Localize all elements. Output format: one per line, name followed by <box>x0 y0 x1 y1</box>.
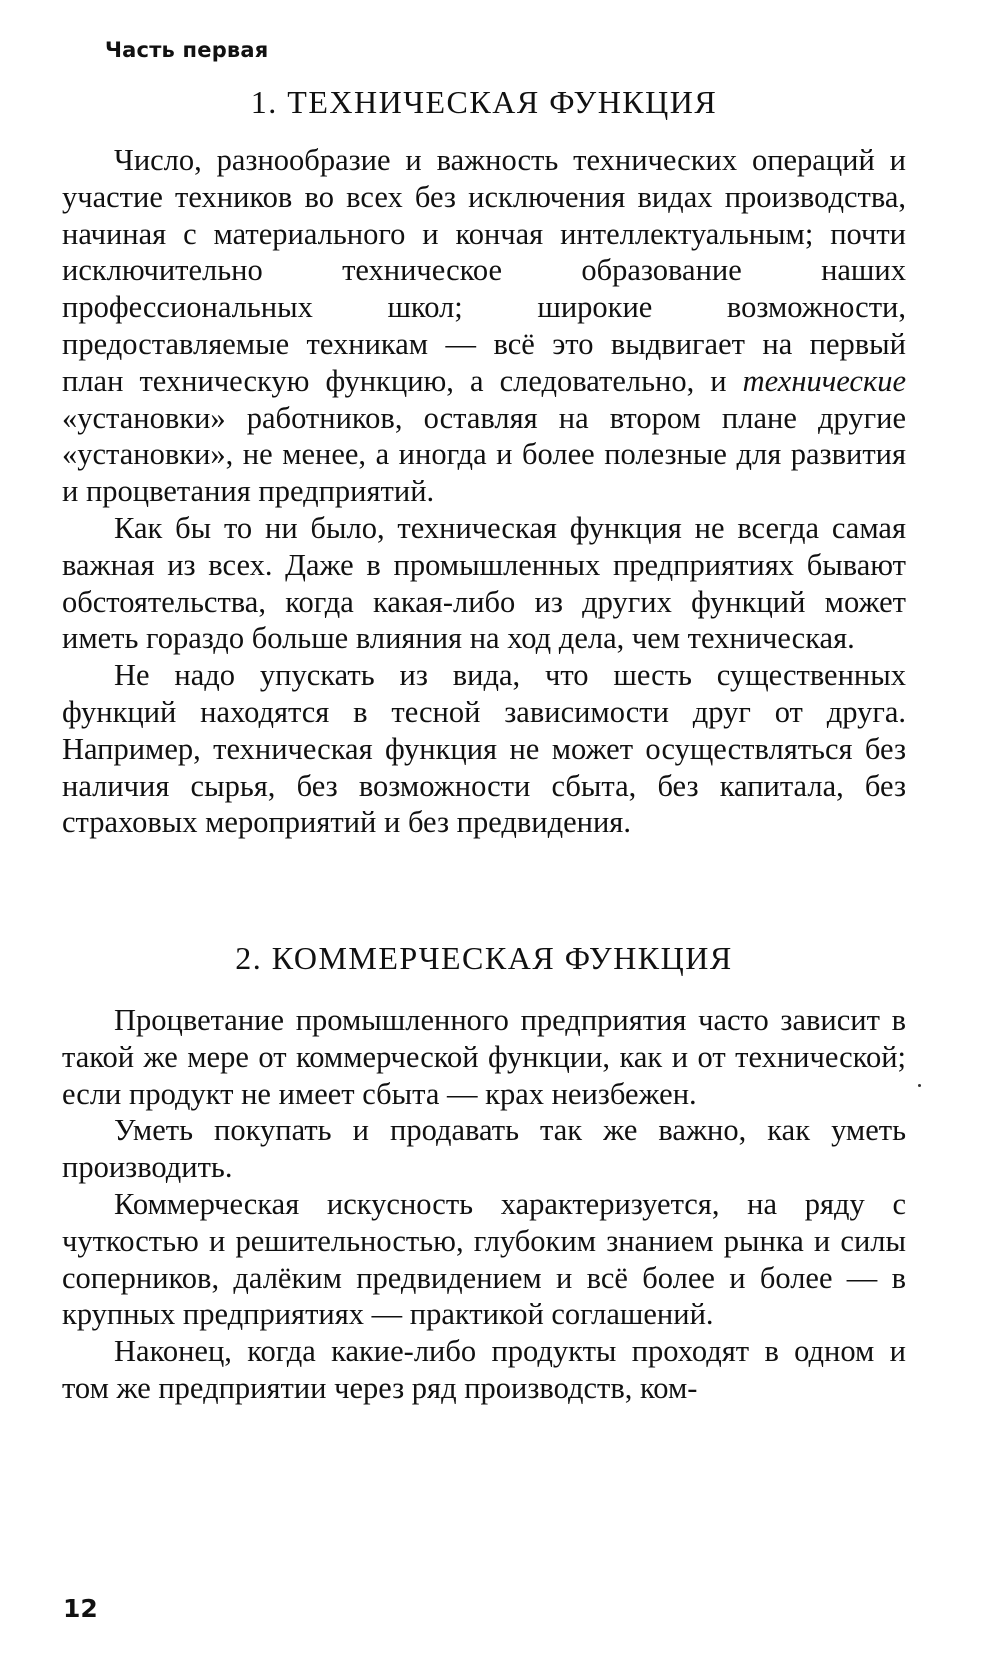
section-title-technical: 1. ТЕХНИЧЕСКАЯ ФУНКЦИЯ <box>250 84 718 120</box>
section-title-commercial: 2. КОММЕРЧЕСКАЯ ФУНКЦИЯ <box>235 940 733 976</box>
emphasis-text: технические <box>742 363 906 398</box>
paragraph-text: Число, разнообразие и важность технических операций и участие техников во всех без исключения видах производства, начиная с материального и кончая интеллектуальным; почти исключительно техническое образование наших профессиональных школ; широкие возможности, предоставляемые техникам — всё это выдвигает на первый план техническую функцию, а следовательно, и <box>62 143 906 398</box>
section-body-technical <box>62 142 906 841</box>
page-number: 12 <box>63 1594 98 1623</box>
paragraph: Уметь покупать и продавать так же важно, как уметь производить. <box>62 1113 906 1185</box>
paragraph: Коммерческая искусность характеризуется, на ряду с чуткостью и решительностью, глубоким знанием рынка и силы соперников, далёким предвидением и всё более и более — в крупных предприятиях — практикой соглашений. <box>62 1186 906 1332</box>
paragraph: Процветание промышленного предприятия часто зависит в такой же мере от коммерческой функции, как и от технической; если продукт не имеет сбыта — крах неизбежен. <box>62 1003 906 1111</box>
paragraph-text: «установки» работников, оставляя на втором плане другие «установки», не менее, а иногда и более полезные для развития и процветания предприятий. <box>62 400 906 509</box>
paragraph <box>62 142 906 510</box>
paragraph: Как бы то ни было, техническая функция не всегда самая важная из всех. Даже в промышленных предприятиях бывают обстоятельства, когда какая-либо из других функций может иметь гораздо больше влияния на ход дела, чем техническая. <box>62 510 906 656</box>
section-body-commercial <box>62 1002 906 1407</box>
paragraph: Не надо упускать из вида, что шесть существенных функций находятся в тесной зависимости друг от друга. Например, техническая функция не может осуществляться без наличия сырья, без возможности сбыта, без капитала, без страховых мероприятий и без предвидения. <box>62 658 906 840</box>
paragraph: Наконец, когда какие-либо продукты проходят в одном и том же предприятии через ряд производств, ком- <box>62 1334 906 1405</box>
print-speck <box>918 1084 921 1087</box>
running-header: Часть первая <box>105 38 269 62</box>
